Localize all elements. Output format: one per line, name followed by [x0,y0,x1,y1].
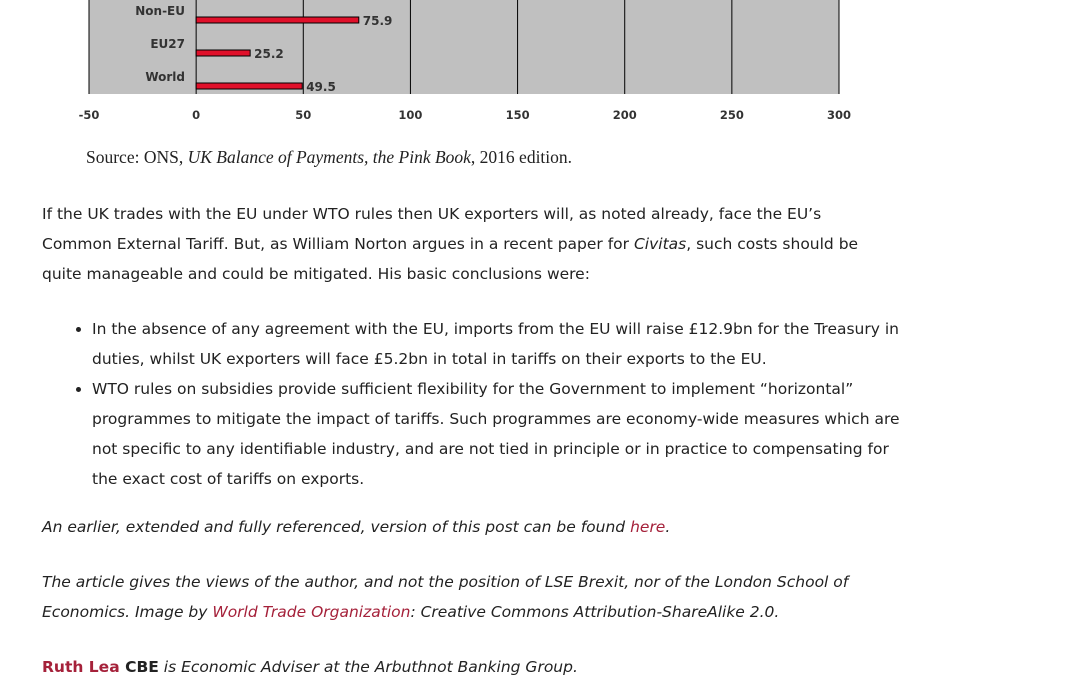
category-label: EU27 [150,37,185,51]
source-title: UK Balance of Payments, the Pink Book [187,147,471,167]
para1-text: If the UK trades with the EU under WTO rules then UK exporters will, as noted already, face the EU’s Common External Tariff. But, as William Norton argues in a recent paper for [42,205,822,253]
plot-background [89,0,839,94]
x-tick-labels [79,108,851,122]
bar-eu27 [196,50,250,56]
source-prefix: Source: ONS, [86,147,188,167]
bio-text: is Economic Adviser at the Arbuthnot Banking Group. [158,658,578,676]
value-label: 49.5 [306,80,336,94]
x-tick-label: 200 [612,108,637,122]
x-tick-label: 300 [826,108,852,122]
x-tick-label: -50 [78,108,100,122]
x-tick-label: 250 [719,108,744,122]
disclaimer-note [42,567,892,627]
list-item: • WTO rules on subsidies provide sufficient flexibility for the Government to implement “horizontal” programmes to mitigate the impact of tariffs. Such programmes are economy-wide measures which are not specific to any identifiable industry, and are not tied in principle or in practice to compensating for the exact cost of tariffs on exports. [92,374,902,494]
source-suffix: , 2016 edition. [470,147,573,167]
disclaimer-end: : Creative Commons Attribution-ShareAlike 2.0. [410,603,780,621]
world-trade-organization-link[interactable]: World Trade Organization [212,603,411,621]
here-link[interactable]: here [630,518,666,536]
paragraph-wto-rules [42,199,892,289]
list-item: • In the absence of any agreement with the EU, imports from the EU will raise £12.9bn for the Treasury in duties, whilst UK exporters will face £5.2bn in total in tariffs on their exports to the EU. [92,314,902,374]
earlier-end: . [665,518,671,536]
category-label: World [145,70,185,84]
bar-non-eu [196,17,359,23]
x-tick-label: 50 [295,108,312,122]
chart-source-caption [86,147,572,168]
author-bio [42,652,942,682]
value-label: 25.2 [254,47,284,61]
category-label: Non-EU [135,4,185,18]
x-tick-label: 100 [398,108,423,122]
value-label: 75.9 [362,14,393,28]
tariff-bar-chart [0,0,1087,130]
disclaimer-text: The article gives the views of the author, and not the position of LSE Brexit, nor of the London School of Economics. Image by [42,573,849,621]
earlier-version-note [42,512,942,542]
civitas-italic: Civitas [633,235,687,253]
earlier-text: An earlier, extended and fully referenced, version of this post can be found [42,518,631,536]
author-title: CBE [119,658,159,676]
bar-world [196,83,302,89]
x-tick-label: 0 [192,108,201,122]
para1-text-end: , such costs should be quite manageable and could be mitigated. His basic conclusions were: [42,235,859,283]
x-tick-label: 150 [505,108,530,122]
author-name-link[interactable]: Ruth Lea [42,658,120,676]
conclusions-list [42,314,902,494]
